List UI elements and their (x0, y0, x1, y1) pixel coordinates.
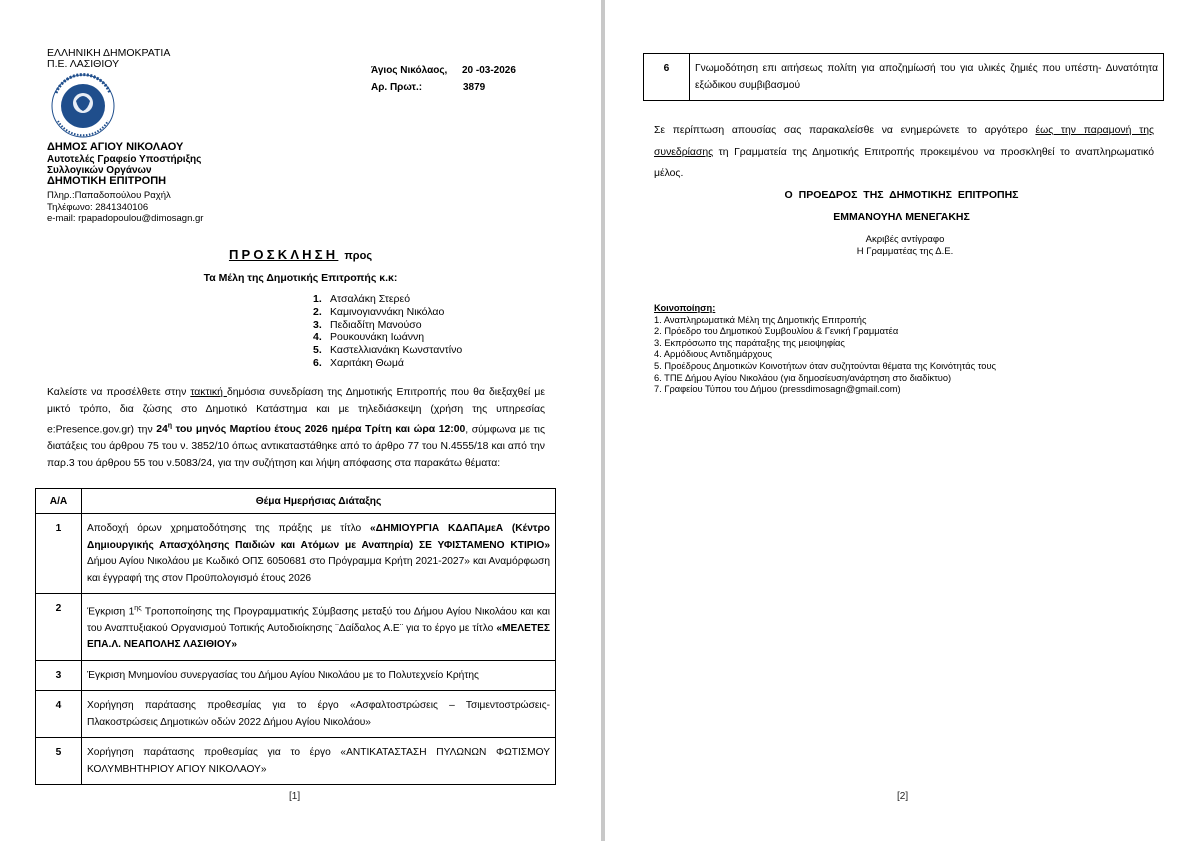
absence-notice: Σε περίπτωση απουσίας σας παρακαλείσθε να ενημερώνετε το αργότερο έως την παραμονή της συνεδρίασης τη Γραμματεία της Δημοτικής Επιτροπής προκειμένου να προσκληθεί το αναπληρωματικό μέλος. (654, 125, 1154, 179)
document-date: 20 -03-2026 (462, 65, 516, 76)
col-subject-header: Θέμα Ημερήσιας Διάταξης (82, 489, 556, 514)
protocol-number: 3879 (463, 82, 486, 93)
email: e-mail: rpapadopoulou@dimosagn.gr (47, 213, 204, 224)
member-item: 1. Ατσαλάκη Στερεό (313, 293, 411, 305)
member-item: 6. Χαριτάκη Θωμά (313, 356, 404, 369)
agenda-row: 5 Χορήγηση παράτασης προθεσμίας για το έργο «ΑΝΤΙΚΑΤΑΣΤΑΣΗ ΠΥΛΩΝΩΝ ΦΩΤΙΣΜΟΥ ΚΟΛΥΜΒΗΤΗΡΙΟΥ ΑΓΙΟΥ ΝΙΚΟΛΑΟΥ» (36, 738, 556, 785)
agenda-row: 3 Έγκριση Μνημονίου συνεργασίας του Δήμου Αγίου Νικολάου με το Πολυτεχνείο Κρήτης (36, 660, 556, 691)
certified-copy-line-2: Η Γραμματέας της Δ.Ε. (856, 245, 954, 257)
agenda-row: 6 Γνωμοδότηση επι αιτήσεως πολίτη για αποζημίωσή του για υλικές ζημιές που υπέστη- Δυνατότητα εξώδικου συμβιβασμού (644, 54, 1164, 101)
member-item: 3. Πεδιαδίτη Μανούσο (313, 318, 422, 331)
signature-name: ΕΜΜΑΝΟΥΗΛ ΜΕΝΕΓΑΚΗΣ (833, 211, 970, 223)
agenda-row: 4 Χορήγηση παράτασης προθεσμίας για το έργο «Ασφαλτοστρώσεις – Τσιμεντοστρώσεις-Πλακοστρώσεις Δημοτικών οδών 2022 Δήμου Αγίου Νικολάου» (36, 691, 556, 738)
member-item: 5. Καστελλιανάκη Κωνσταντίνο (313, 344, 463, 357)
municipality-logo (46, 73, 120, 139)
member-item: 2. Καμινογιαννάκη Νικόλαο (313, 305, 445, 318)
agenda-table-continued (643, 53, 1164, 101)
members-list (313, 293, 462, 370)
place-label: Άγιος Νικόλαος, (371, 65, 448, 76)
cc-item: 1. Αναπληρωματικά Μέλη της Δημοτικής Επιτροπής (654, 314, 867, 325)
cc-item: 2. Πρόεδρο του Δημοτικού Συμβουλίου & Γενική Γραμματέα (654, 326, 899, 337)
cc-item: 4. Αρμόδιους Αντιδημάρχους (654, 349, 773, 360)
cc-item: 3. Εκπρόσωπο της παράταξης της μειοψηφίας (654, 337, 845, 348)
agenda-row: 1 Αποδοχή όρων χρηματοδότησης της πράξης με τίτλο «ΔΗΜΙΟΥΡΓΙΑ ΚΔΑΠΑμεΑ (Κέντρο Δημιουργικής Απασχόλησης Παιδιών και Ατόμων με Αναπηρία) ΣΕ ΥΦΙΣΤΑΜΕΝΟ ΚΤΙΡΙΟ» Δήμου Αγίου Νικολάου με Κωδικό ΟΠΣ 6050681 στο Πρόγραμμα Κρήτη 2021-2027» και Αναμόρφωση και έγγραφή της στον Προϋπολογισμό έτους 2026 (36, 514, 556, 594)
cc-item: 7. Γραφείου Τύπου του Δήμου (pressdimosagn@gmail.com) (654, 384, 901, 395)
cc-list (654, 303, 996, 396)
certified-copy-line-1: Ακριβές αντίγραφο (865, 234, 945, 245)
member-item: 4. Ρουκουνάκη Ιωάννη (313, 331, 425, 344)
cc-title: Κοινοποίηση: (654, 303, 716, 313)
header-country: ΕΛΛΗΝΙΚΗ ΔΗΜΟΚΡΑΤΙΑ (47, 47, 171, 59)
title-suffix: προς (344, 250, 373, 262)
title-main: ΠΡΟΣΚΛΗΣΗ (228, 247, 339, 262)
municipality-name: ΔΗΜΟΣ ΑΓΙΟΥ ΝΙΚΟΛΑΟΥ (47, 141, 184, 153)
page-number: [2] (897, 791, 909, 802)
agenda-table (35, 488, 556, 785)
committee-name: ΔΗΜΟΤΙΚΗ ΕΠΙΤΡΟΠΗ (47, 175, 167, 187)
phone: Τηλέφωνο: 2841340106 (47, 202, 149, 213)
certified-copy (605, 234, 1198, 257)
recipients-heading: Τα Μέλη της Δημοτικής Επιτροπής κ.κ: (203, 272, 398, 284)
header-region: Π.Ε. ΛΑΣΙΘΙΟΥ (47, 58, 120, 70)
signature-title: Ο ΠΡΟΕΔΡΟΣ ΤΗΣ ΔΗΜΟΤΙΚΗΣ ΕΠΙΤΡΟΠΗΣ (784, 189, 1019, 201)
invitation-title (0, 246, 601, 264)
agenda-header-row (36, 489, 556, 514)
agenda-row: 2 Έγκριση $1^{\eta\varsigma}$ Τροποποίησης της Προγραμματικής Σύμβασης μεταξύ του Δήμου Αγίου Νικολάου και και του Αναπτυξιακού Οργανισμού Τοπικής Αυτοδιοίκησης ¨Δαίδαλος Α.Ε¨ για το έργο με τίτλο «ΜΕΛΕΤΕΣ ΕΠΑ.Λ. ΝΕΑΠΟΛΗΣ ΛΑΣΙΘΙΟΥ» (36, 594, 556, 661)
page-number: [1] (289, 791, 301, 802)
contact-person: Πληρ.:Παπαδοπούλου Ραχήλ (47, 190, 171, 201)
invitation-body: Καλείστε να προσέλθετε στην τακτική δημόσια συνεδρίαση της Δημοτικής Επιτροπής που θα διεξαχθεί με μικτό τρόπο, δια ζώσης στο Δημοτικό Κατάστημα και με τηλεδιάσκεψη (χρήση της υπηρεσίας e:Presence.gov.gr) την $24^\eta$ του μηνός Μαρτίου έτους 2026 ημέρα Τρίτη και ώρα 12:00, σύμφωνα με τις διατάξεις του άρθρου 75 του ν. 3852/10 όπως αντικαταστάθηκε από το άρθρο 77 του Ν.4555/18 και από την παρ.3 του άρθρου 55 του ν.5083/24, για την συζήτηση και λήψη απόφασης στα παρακάτω θέματα: (47, 387, 545, 469)
protocol-label: Αρ. Πρωτ.: (371, 82, 423, 93)
cc-item: 5. Προέδρους Δημοτικών Κοινοτήτων όταν συζητούνται θέματα της Κοινότητάς τους (654, 360, 997, 371)
office-line-1: Αυτοτελές Γραφείο Υποστήριξης (47, 154, 202, 165)
office-line-2: Συλλογικών Οργάνων (47, 165, 152, 176)
col-number-header: Α/Α (36, 489, 82, 514)
cc-item: 6. ΤΠΕ Δήμου Αγίου Νικολάου (για δημοσίευση/ανάρτηση στο διαδίκτυο) (654, 372, 952, 383)
